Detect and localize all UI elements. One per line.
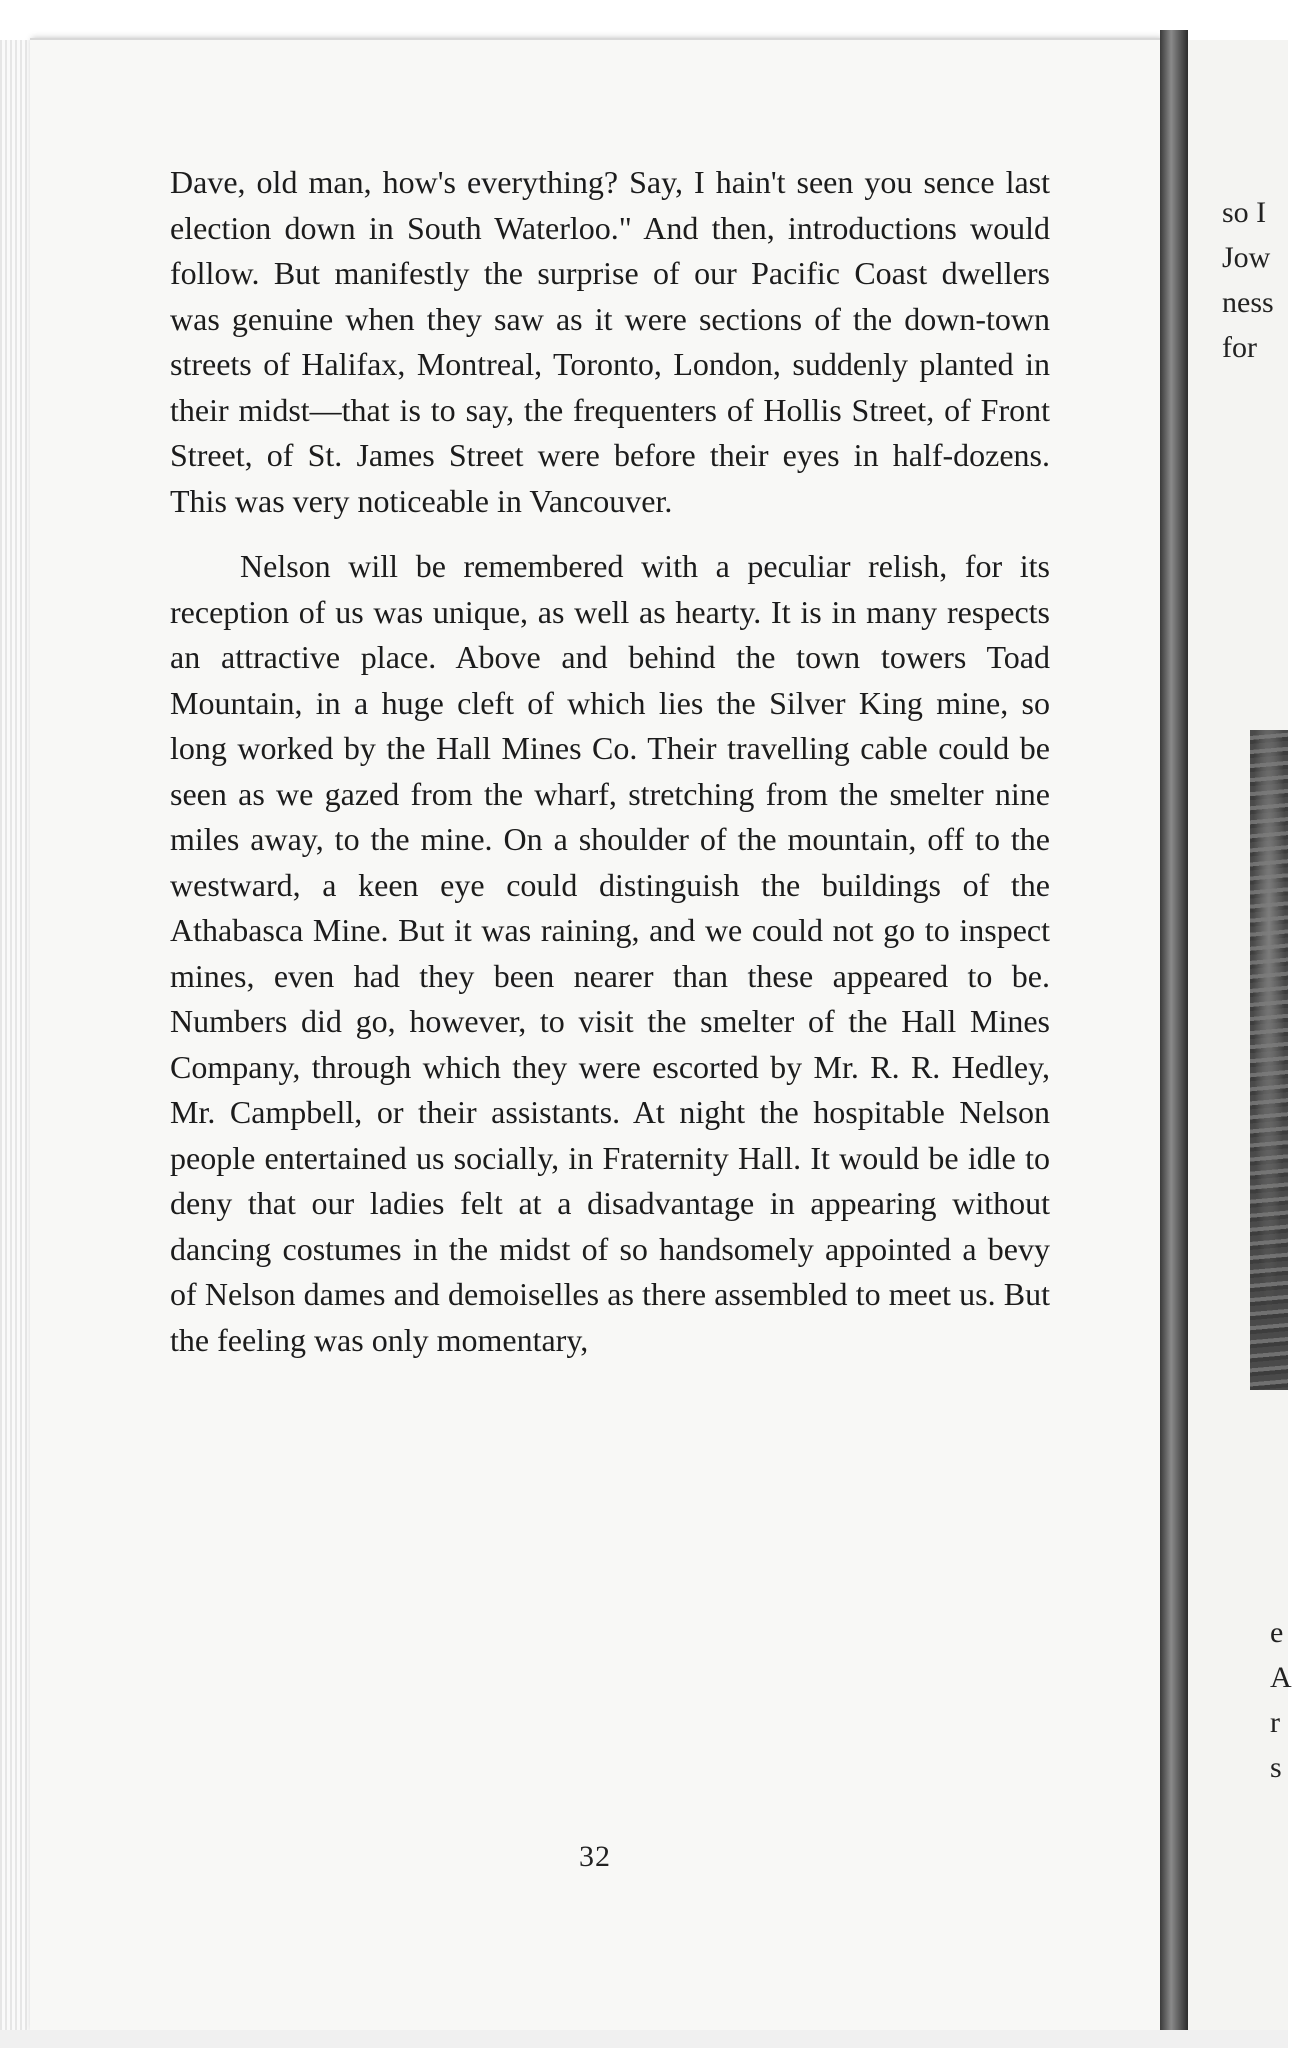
paragraph-2: Nelson will be remembered with a peculiar relish, for its reception of us was unique, as well as hearty. It is in many respects an attractive place. Above and behind the town towers Toad Mountain, in a huge cleft of which lies the Silver King mine, so long worked by the Hall Mines Co. Their travelling cable could be seen as we gazed from the wharf, stretching from the smelter nine miles away, to the mine. On a shoulder of the mountain, off to the westward, a keen eye could distinguish the buildings of the Athabasca Mine. But it was raining, and we could not go to inspect mines, even had they been nearer than these appeared to be. Numbers did go, however, to visit the smelter of the Hall Mines Company, through which they were escorted by Mr. R. R. Hedley, Mr. Campbell, or their assistants. At night the hospitable Nelson people entertained us socially, in Fraternity Hall. It would be idle to deny that our ladies felt at a disadvantage in appearing without dancing costumes in the midst of so handsomely appointed a bevy of Nelson dames and demoiselles as there assembled to meet us. But the feeling was only momentary, <box>170 548 1050 1358</box>
facing-fragment: s <box>1270 1751 1282 1784</box>
book-binding <box>1160 30 1188 2048</box>
facing-fragment: A <box>1270 1661 1292 1694</box>
bottom-page-edge <box>0 2030 1288 2048</box>
facing-fragment: r <box>1270 1706 1280 1739</box>
page-body-text <box>170 160 1050 1363</box>
facing-page-text-bottom <box>1270 1610 1292 1790</box>
facing-fragment: Jow <box>1222 241 1271 274</box>
paragraph-1: Dave, old man, how's everything? Say, I hain't seen you sence last election down in South Waterloo." And then, introductions would follow. But manifestly the surprise of our Pacific Coast dwellers was genuine when they saw as it were sections of the down-town streets of Halifax, Montreal, Toronto, London, suddenly planted in their midst—that is to say, the frequenters of Hollis Street, of Front Street, of St. James Street were before their eyes in half-dozens. This was very noticeable in Vancouver. <box>170 164 1050 519</box>
facing-page-photo <box>1250 730 1288 1390</box>
page-number: 32 <box>579 1840 611 1873</box>
facing-fragment: so I <box>1222 196 1267 229</box>
facing-page-text-top <box>1222 190 1274 370</box>
facing-fragment: e <box>1270 1616 1284 1649</box>
facing-fragment: for <box>1222 331 1257 364</box>
facing-fragment: ness <box>1222 286 1274 319</box>
